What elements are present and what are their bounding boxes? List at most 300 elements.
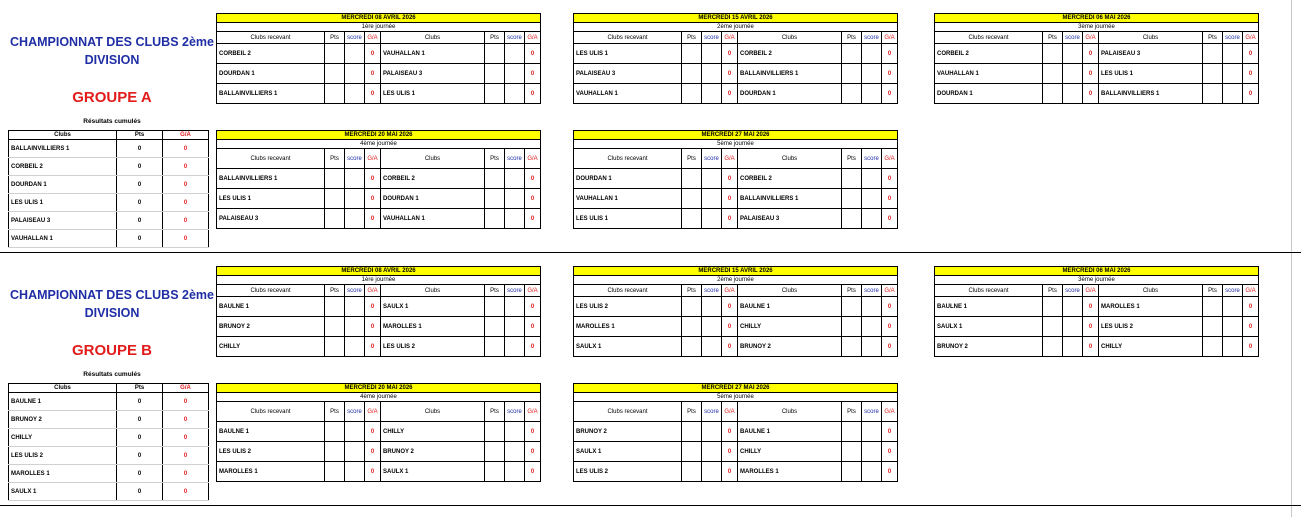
- away-pts-cell: [485, 337, 505, 357]
- away-ga-header: G/A: [1243, 32, 1259, 44]
- round-day-label: 5ème journée: [574, 140, 898, 149]
- home-goal-average: 0: [722, 442, 738, 462]
- away-goal-average: 0: [525, 317, 541, 337]
- away-pts-cell: [485, 317, 505, 337]
- home-club: VAUHALLAN 1: [935, 64, 1043, 84]
- away-score-header: score: [505, 149, 525, 169]
- home-pts-header: Pts: [325, 149, 345, 169]
- home-score-cell: [345, 44, 365, 64]
- home-score-cell: [702, 44, 722, 64]
- group-title: GROUPE A: [72, 89, 152, 106]
- round-date: MERCREDI 08 AVRIL 2026: [217, 14, 541, 23]
- home-score-cell: [702, 64, 722, 84]
- standings-club-name: CORBEIL 2: [9, 158, 117, 176]
- round-day-label: 3ème journée: [935, 276, 1259, 285]
- away-ga-header: G/A: [525, 32, 541, 44]
- standings-row: [9, 212, 209, 230]
- standings-club-name: LES ULIS 2: [9, 447, 117, 465]
- match-row: [574, 337, 898, 357]
- home-pts-cell: [325, 462, 345, 482]
- match-row: [217, 44, 541, 64]
- home-pts-header: Pts: [325, 402, 345, 422]
- match-row: [217, 209, 541, 229]
- round-day-row: [574, 23, 898, 32]
- home-pts-cell: [682, 297, 702, 317]
- away-club: VAUHALLAN 1: [381, 209, 485, 229]
- round-header-row: [935, 32, 1259, 44]
- match-row: [935, 84, 1259, 104]
- match-row: [574, 442, 898, 462]
- home-club: PALAISEAU 3: [574, 64, 682, 84]
- away-score-cell: [505, 297, 525, 317]
- home-score-header: score: [345, 285, 365, 297]
- away-club: SAULX 1: [381, 462, 485, 482]
- away-goal-average: 0: [882, 84, 898, 104]
- match-row: [574, 189, 898, 209]
- ga-column-header: G/A: [163, 131, 209, 140]
- home-pts-cell: [325, 189, 345, 209]
- away-score-cell: [862, 422, 882, 442]
- away-score-cell: [862, 442, 882, 462]
- home-pts-header: Pts: [325, 285, 345, 297]
- home-pts-cell: [325, 84, 345, 104]
- away-pts-cell: [485, 209, 505, 229]
- away-goal-average: 0: [882, 189, 898, 209]
- away-club: BRUNOY 2: [381, 442, 485, 462]
- home-score-header: score: [702, 285, 722, 297]
- away-pts-cell: [1203, 297, 1223, 317]
- home-pts-cell: [682, 84, 702, 104]
- home-pts-cell: [682, 317, 702, 337]
- round-day-row: [574, 140, 898, 149]
- away-goal-average: 0: [1243, 297, 1259, 317]
- home-pts-header: Pts: [682, 149, 702, 169]
- away-club: CORBEIL 2: [381, 169, 485, 189]
- standings-points: 0: [117, 429, 163, 447]
- round-table: [216, 130, 541, 229]
- home-club: CORBEIL 2: [217, 44, 325, 64]
- home-pts-header: Pts: [325, 32, 345, 44]
- home-club: VAUHALLAN 1: [574, 84, 682, 104]
- standings-points: 0: [117, 140, 163, 158]
- away-ga-header: G/A: [525, 149, 541, 169]
- standings-points: 0: [117, 393, 163, 411]
- away-score-header: score: [862, 402, 882, 422]
- home-score-header: score: [1063, 285, 1083, 297]
- away-score-cell: [1223, 84, 1243, 104]
- home-goal-average: 0: [722, 189, 738, 209]
- round-day-label: 4ème journée: [217, 140, 541, 149]
- standings-club-name: PALAISEAU 3: [9, 212, 117, 230]
- round-day-label: 1ère journée: [217, 23, 541, 32]
- match-row: [217, 84, 541, 104]
- home-goal-average: 0: [722, 64, 738, 84]
- group-title: GROUPE B: [71, 342, 152, 359]
- home-goal-average: 0: [365, 44, 381, 64]
- round-date: MERCREDI 08 AVRIL 2026: [217, 267, 541, 276]
- round-header-row: [935, 285, 1259, 297]
- away-pts-cell: [485, 297, 505, 317]
- home-score-cell: [345, 189, 365, 209]
- home-score-cell: [345, 84, 365, 104]
- away-clubs-header: Clubs: [1099, 285, 1203, 297]
- away-score-cell: [505, 189, 525, 209]
- home-club: BAULNE 1: [935, 297, 1043, 317]
- home-clubs-header: Clubs recevant: [217, 285, 325, 297]
- home-goal-average: 0: [722, 422, 738, 442]
- round-header-row: [217, 402, 541, 422]
- away-score-cell: [862, 189, 882, 209]
- standings-goal-average: 0: [163, 194, 209, 212]
- away-score-header: score: [862, 285, 882, 297]
- away-ga-header: G/A: [882, 149, 898, 169]
- away-club: CORBEIL 2: [738, 44, 842, 64]
- home-goal-average: 0: [722, 462, 738, 482]
- away-ga-header: G/A: [882, 285, 898, 297]
- standings-points: 0: [117, 465, 163, 483]
- home-club: SAULX 1: [574, 337, 682, 357]
- round-date-row: [574, 14, 898, 23]
- round-date: MERCREDI 27 MAI 2026: [574, 384, 898, 393]
- home-goal-average: 0: [722, 44, 738, 64]
- standings-row: [9, 447, 209, 465]
- standings-goal-average: 0: [163, 230, 209, 248]
- home-pts-cell: [1043, 317, 1063, 337]
- match-row: [217, 442, 541, 462]
- away-score-cell: [862, 44, 882, 64]
- home-club: SAULX 1: [574, 442, 682, 462]
- home-club: BRUNOY 2: [217, 317, 325, 337]
- away-goal-average: 0: [1243, 337, 1259, 357]
- home-club: BALLAINVILLIERS 1: [217, 169, 325, 189]
- standings-header-row: [9, 131, 209, 140]
- away-pts-cell: [842, 64, 862, 84]
- home-ga-header: G/A: [722, 32, 738, 44]
- standings-goal-average: 0: [163, 176, 209, 194]
- home-pts-header: Pts: [1043, 285, 1063, 297]
- home-goal-average: 0: [365, 462, 381, 482]
- cumulative-standings-table: [8, 130, 209, 248]
- away-pts-cell: [485, 44, 505, 64]
- away-score-cell: [862, 169, 882, 189]
- away-score-cell: [505, 169, 525, 189]
- away-goal-average: 0: [525, 169, 541, 189]
- standings-header-row: [9, 384, 209, 393]
- home-pts-cell: [682, 462, 702, 482]
- home-score-cell: [702, 169, 722, 189]
- standings-row: [9, 465, 209, 483]
- home-club: BAULNE 1: [217, 297, 325, 317]
- round-table: [573, 13, 898, 104]
- away-club: CHILLY: [1099, 337, 1203, 357]
- home-score-cell: [345, 317, 365, 337]
- round-date-row: [935, 14, 1259, 23]
- match-row: [217, 422, 541, 442]
- away-score-cell: [862, 64, 882, 84]
- away-score-header: score: [862, 32, 882, 44]
- standings-club-name: BRUNOY 2: [9, 411, 117, 429]
- away-ga-header: G/A: [1243, 285, 1259, 297]
- home-score-cell: [1063, 337, 1083, 357]
- ga-column-header: G/A: [163, 384, 209, 393]
- round-day-label: 5ème journée: [574, 393, 898, 402]
- match-row: [217, 189, 541, 209]
- round-day-row: [574, 393, 898, 402]
- home-club: PALAISEAU 3: [217, 209, 325, 229]
- home-clubs-header: Clubs recevant: [574, 149, 682, 169]
- round-table: [573, 130, 898, 229]
- home-score-header: score: [702, 32, 722, 44]
- home-score-cell: [702, 317, 722, 337]
- group-separator: [0, 252, 1301, 253]
- home-ga-header: G/A: [365, 402, 381, 422]
- home-club: MAROLLES 1: [574, 317, 682, 337]
- home-club: BAULNE 1: [217, 422, 325, 442]
- away-club: PALAISEAU 3: [381, 64, 485, 84]
- away-pts-cell: [485, 84, 505, 104]
- match-row: [217, 169, 541, 189]
- away-pts-header: Pts: [1203, 32, 1223, 44]
- away-pts-cell: [842, 462, 862, 482]
- standings-row: [9, 140, 209, 158]
- away-score-header: score: [862, 149, 882, 169]
- away-score-cell: [505, 442, 525, 462]
- round-day-label: 4ème journée: [217, 393, 541, 402]
- away-pts-cell: [842, 44, 862, 64]
- home-pts-cell: [1043, 297, 1063, 317]
- home-goal-average: 0: [365, 422, 381, 442]
- away-score-cell: [505, 209, 525, 229]
- away-goal-average: 0: [525, 422, 541, 442]
- home-pts-cell: [325, 422, 345, 442]
- round-header-row: [217, 32, 541, 44]
- pts-column-header: Pts: [117, 384, 163, 393]
- round-date-row: [217, 267, 541, 276]
- away-club: BAULNE 1: [738, 422, 842, 442]
- home-goal-average: 0: [722, 297, 738, 317]
- away-goal-average: 0: [525, 462, 541, 482]
- round-table: [216, 266, 541, 357]
- home-pts-cell: [1043, 84, 1063, 104]
- away-pts-header: Pts: [1203, 285, 1223, 297]
- home-club: SAULX 1: [935, 317, 1043, 337]
- home-score-cell: [345, 209, 365, 229]
- away-pts-cell: [842, 442, 862, 462]
- away-score-cell: [505, 64, 525, 84]
- away-score-cell: [862, 209, 882, 229]
- round-day-label: 2ème journée: [574, 23, 898, 32]
- away-pts-header: Pts: [842, 32, 862, 44]
- away-clubs-header: Clubs: [738, 149, 842, 169]
- home-pts-header: Pts: [682, 32, 702, 44]
- home-pts-cell: [325, 337, 345, 357]
- round-day-row: [935, 23, 1259, 32]
- home-pts-cell: [682, 442, 702, 462]
- home-score-cell: [702, 297, 722, 317]
- away-score-cell: [1223, 337, 1243, 357]
- home-goal-average: 0: [365, 337, 381, 357]
- away-club: LES ULIS 1: [381, 84, 485, 104]
- home-score-header: score: [702, 402, 722, 422]
- away-club: DOURDAN 1: [381, 189, 485, 209]
- away-score-header: score: [1223, 285, 1243, 297]
- away-score-cell: [1223, 317, 1243, 337]
- home-goal-average: 0: [1083, 44, 1099, 64]
- away-club: LES ULIS 2: [1099, 317, 1203, 337]
- away-goal-average: 0: [882, 169, 898, 189]
- home-clubs-header: Clubs recevant: [935, 285, 1043, 297]
- home-pts-header: Pts: [1043, 32, 1063, 44]
- home-score-cell: [345, 64, 365, 84]
- home-club: LES ULIS 1: [574, 209, 682, 229]
- standings-goal-average: 0: [163, 483, 209, 501]
- home-ga-header: G/A: [722, 402, 738, 422]
- away-club: BAULNE 1: [738, 297, 842, 317]
- away-score-cell: [1223, 297, 1243, 317]
- round-header-row: [574, 285, 898, 297]
- away-score-header: score: [505, 285, 525, 297]
- home-score-cell: [1063, 84, 1083, 104]
- home-pts-cell: [682, 422, 702, 442]
- home-pts-cell: [325, 169, 345, 189]
- home-score-cell: [1063, 317, 1083, 337]
- home-goal-average: 0: [365, 189, 381, 209]
- home-ga-header: G/A: [365, 149, 381, 169]
- away-pts-cell: [842, 422, 862, 442]
- round-date: MERCREDI 20 MAI 2026: [217, 131, 541, 140]
- round-header-row: [217, 285, 541, 297]
- home-score-cell: [702, 189, 722, 209]
- away-pts-cell: [485, 64, 505, 84]
- away-club: BRUNOY 2: [738, 337, 842, 357]
- match-row: [935, 44, 1259, 64]
- standings-points: 0: [117, 411, 163, 429]
- home-pts-header: Pts: [682, 402, 702, 422]
- round-header-row: [574, 402, 898, 422]
- cumulative-results-caption: Résultats cumulés: [83, 371, 141, 378]
- home-clubs-header: Clubs recevant: [574, 285, 682, 297]
- home-pts-cell: [325, 442, 345, 462]
- round-date-row: [217, 14, 541, 23]
- home-score-header: score: [702, 149, 722, 169]
- home-score-cell: [345, 462, 365, 482]
- home-clubs-header: Clubs recevant: [217, 32, 325, 44]
- away-pts-cell: [1203, 64, 1223, 84]
- standings-club-name: SAULX 1: [9, 483, 117, 501]
- standings-club-name: MAROLLES 1: [9, 465, 117, 483]
- round-date-row: [217, 131, 541, 140]
- home-pts-cell: [325, 317, 345, 337]
- home-goal-average: 0: [365, 317, 381, 337]
- home-score-cell: [702, 462, 722, 482]
- home-score-cell: [702, 422, 722, 442]
- round-date: MERCREDI 27 MAI 2026: [574, 131, 898, 140]
- home-score-cell: [702, 84, 722, 104]
- away-pts-header: Pts: [842, 285, 862, 297]
- away-club: CORBEIL 2: [738, 169, 842, 189]
- away-pts-cell: [485, 422, 505, 442]
- away-club: MAROLLES 1: [738, 462, 842, 482]
- away-goal-average: 0: [1243, 44, 1259, 64]
- home-goal-average: 0: [365, 297, 381, 317]
- standings-club-name: VAUHALLAN 1: [9, 230, 117, 248]
- away-score-cell: [862, 462, 882, 482]
- home-goal-average: 0: [722, 317, 738, 337]
- away-goal-average: 0: [882, 462, 898, 482]
- standings-goal-average: 0: [163, 411, 209, 429]
- home-goal-average: 0: [722, 84, 738, 104]
- away-pts-cell: [842, 189, 862, 209]
- home-clubs-header: Clubs recevant: [574, 32, 682, 44]
- home-score-cell: [702, 337, 722, 357]
- championship-title: CHAMPIONNAT DES CLUBS 2ème DIVISION: [10, 288, 214, 320]
- standings-row: [9, 230, 209, 248]
- away-club: MAROLLES 1: [1099, 297, 1203, 317]
- home-club: DOURDAN 1: [935, 84, 1043, 104]
- away-pts-cell: [1203, 44, 1223, 64]
- pts-column-header: Pts: [117, 131, 163, 140]
- away-club: LES ULIS 1: [1099, 64, 1203, 84]
- away-pts-cell: [485, 442, 505, 462]
- away-pts-cell: [1203, 337, 1223, 357]
- away-club: CHILLY: [738, 317, 842, 337]
- sheet-right-border: [1291, 0, 1292, 517]
- round-day-label: 3ème journée: [935, 23, 1259, 32]
- away-score-header: score: [505, 402, 525, 422]
- round-date: MERCREDI 20 MAI 2026: [217, 384, 541, 393]
- away-score-cell: [862, 337, 882, 357]
- standings-goal-average: 0: [163, 140, 209, 158]
- round-table: [573, 266, 898, 357]
- round-date: MERCREDI 15 AVRIL 2026: [574, 267, 898, 276]
- standings-row: [9, 194, 209, 212]
- home-goal-average: 0: [365, 209, 381, 229]
- match-row: [574, 462, 898, 482]
- round-header-row: [217, 149, 541, 169]
- away-clubs-header: Clubs: [738, 285, 842, 297]
- home-clubs-header: Clubs recevant: [217, 149, 325, 169]
- round-day-row: [217, 276, 541, 285]
- home-score-cell: [345, 337, 365, 357]
- round-date-row: [574, 131, 898, 140]
- standings-club-name: LES ULIS 1: [9, 194, 117, 212]
- home-pts-header: Pts: [682, 285, 702, 297]
- away-pts-header: Pts: [485, 149, 505, 169]
- standings-club-name: BALLAINVILLIERS 1: [9, 140, 117, 158]
- away-score-cell: [862, 84, 882, 104]
- away-clubs-header: Clubs: [738, 402, 842, 422]
- away-goal-average: 0: [882, 422, 898, 442]
- away-pts-cell: [842, 297, 862, 317]
- home-pts-cell: [682, 64, 702, 84]
- home-clubs-header: Clubs recevant: [217, 402, 325, 422]
- round-table: [934, 13, 1259, 104]
- home-club: VAUHALLAN 1: [574, 189, 682, 209]
- match-row: [935, 297, 1259, 317]
- round-date: MERCREDI 06 MAI 2026: [935, 267, 1259, 276]
- home-pts-cell: [682, 44, 702, 64]
- away-pts-cell: [842, 84, 862, 104]
- away-club: PALAISEAU 3: [738, 209, 842, 229]
- home-score-cell: [1063, 44, 1083, 64]
- round-header-row: [574, 149, 898, 169]
- home-ga-header: G/A: [1083, 32, 1099, 44]
- round-table: [573, 383, 898, 482]
- clubs-column-header: Clubs: [9, 384, 117, 393]
- round-day-label: 2ème journée: [574, 276, 898, 285]
- home-score-header: score: [345, 149, 365, 169]
- group-separator: [0, 505, 1301, 506]
